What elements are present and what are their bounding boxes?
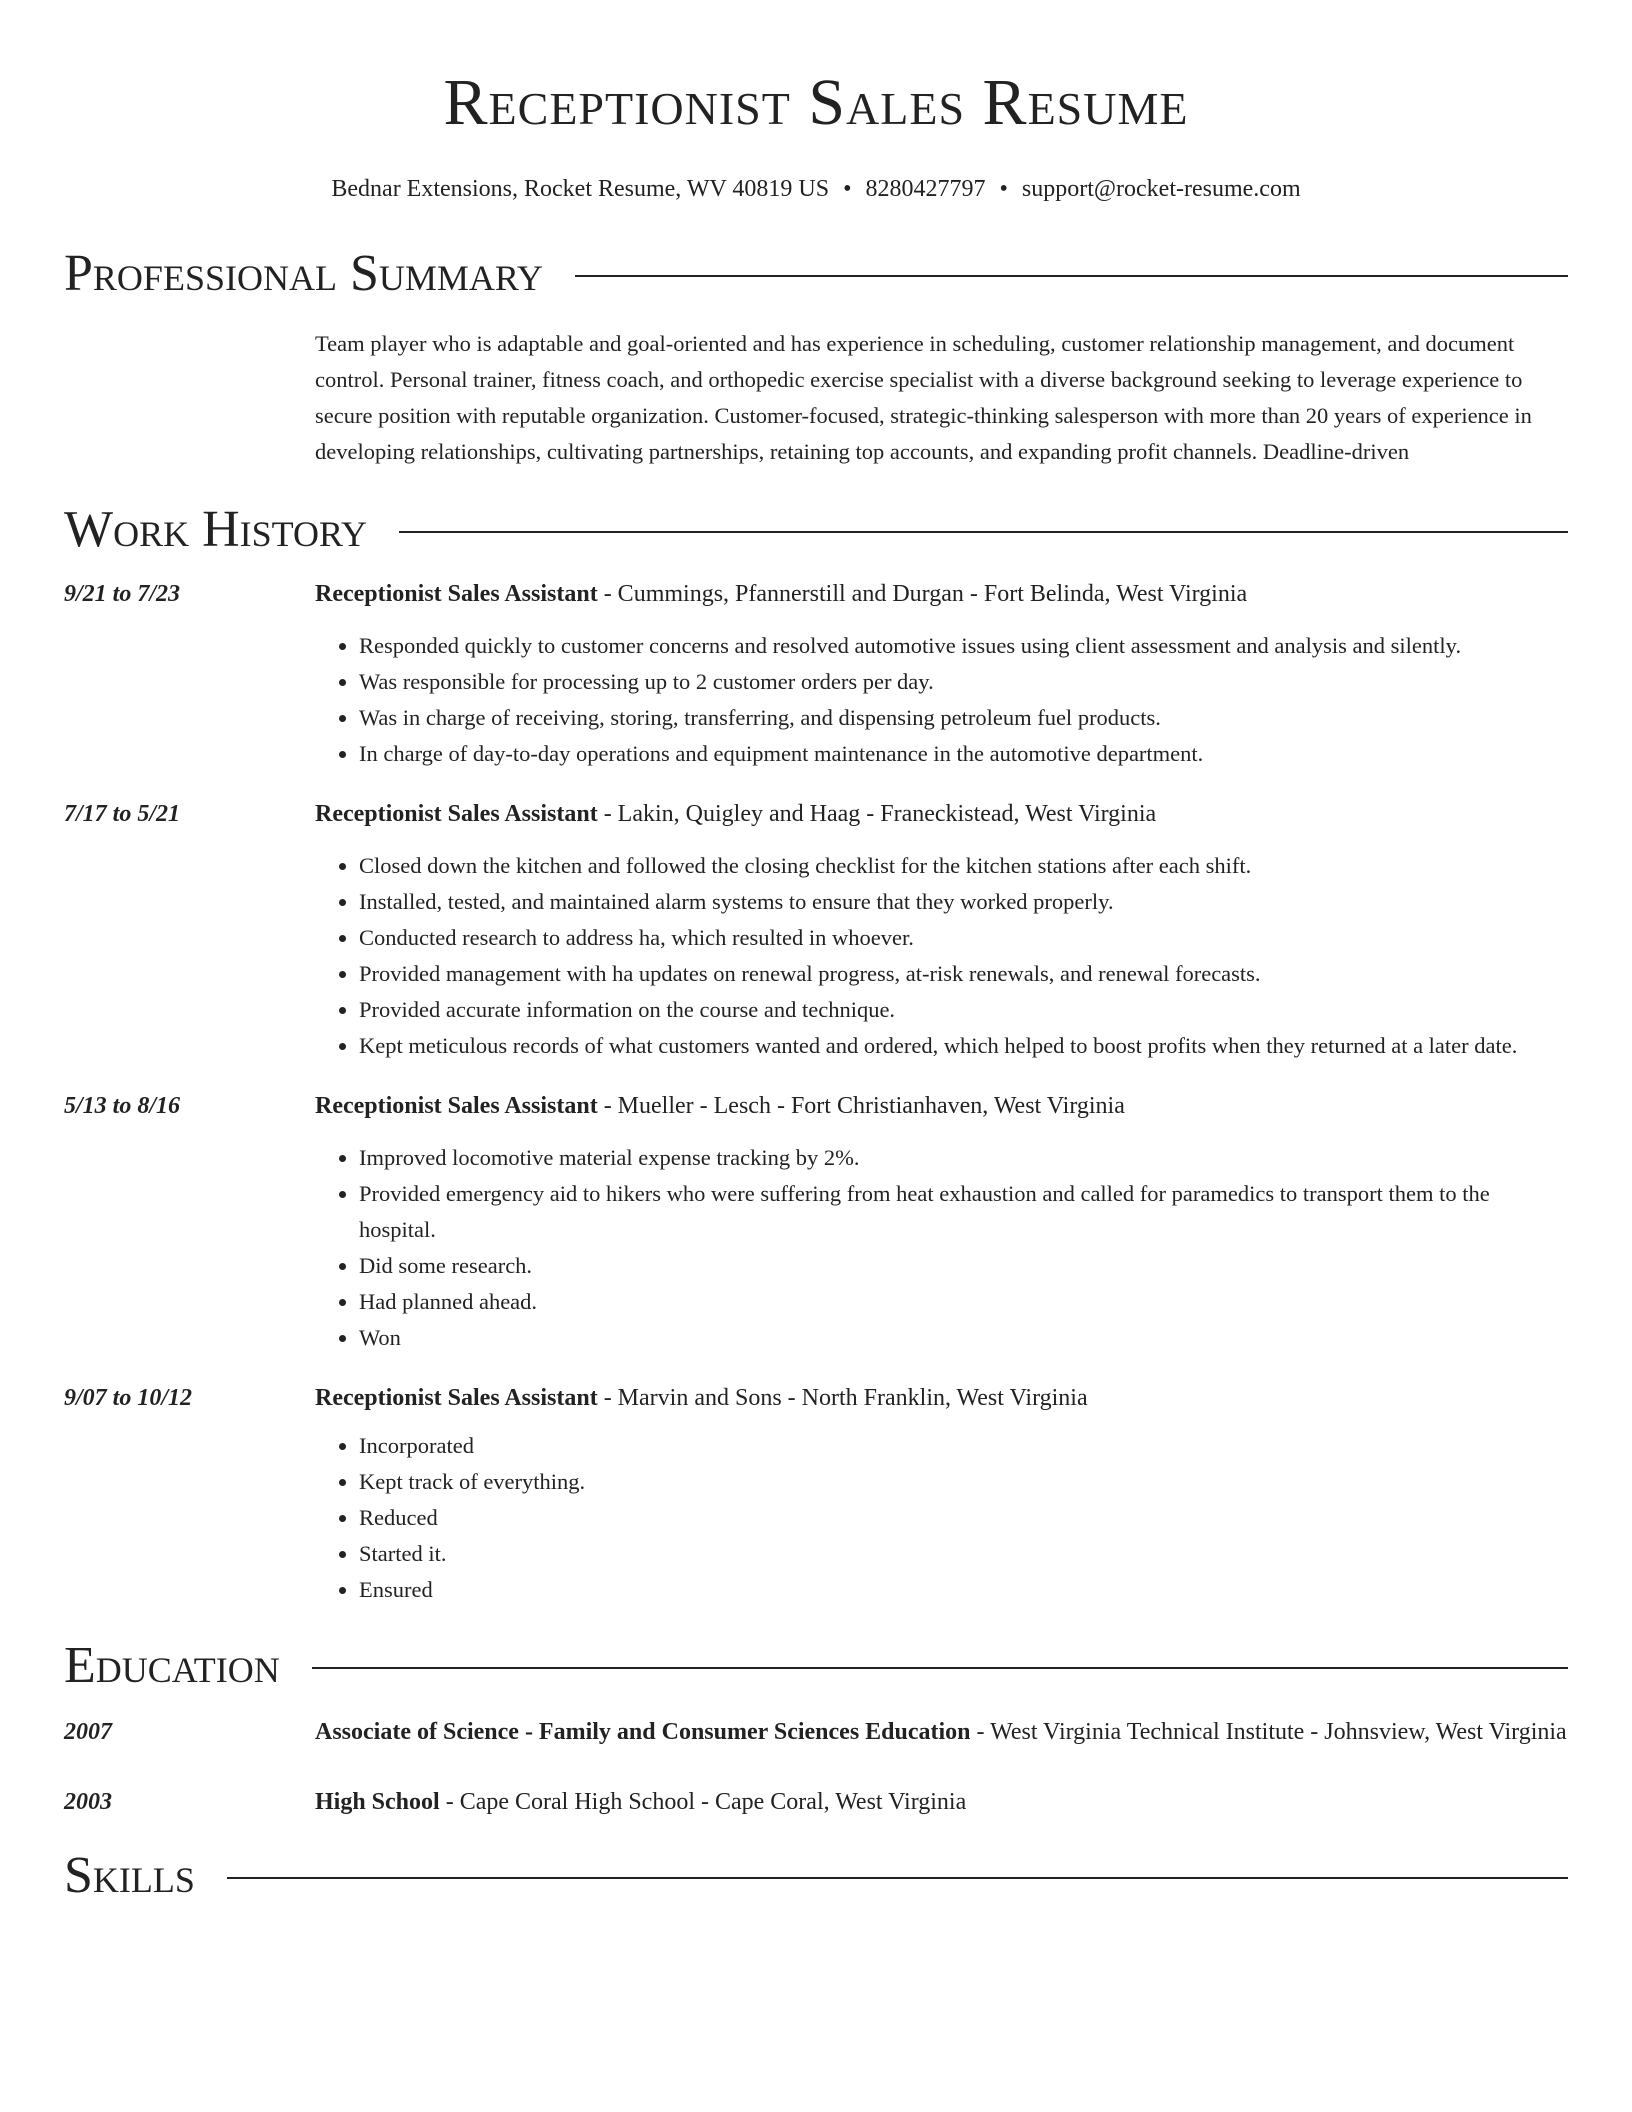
job-bullet: • Had planned ahead. (359, 1284, 1568, 1320)
summary-heading: Professional Summary (64, 245, 543, 302)
job-bullet: • Improved locomotive material expense tracking by 2%. (359, 1140, 1568, 1176)
job-bullet: • Responded quickly to customer concerns and resolved automotive issues using client assessment and analysis and silently. (359, 628, 1568, 664)
education-school: - West Virginia Technical Institute - Johnsview, West Virginia (970, 1719, 1567, 1745)
job-bullet: • Started it. (359, 1536, 1568, 1572)
job-title: Receptionist Sales Assistant (315, 581, 598, 607)
job-body (315, 1088, 1568, 1356)
job-bullet: • Kept meticulous records of what customers wanted and ordered, which helped to boost profits when they returned at a later date. (359, 1028, 1568, 1064)
job-dates: 5/13 to 8/16 (64, 1093, 181, 1119)
job-bullet: • Installed, tested, and maintained alarm systems to ensure that they worked properly. (359, 884, 1568, 920)
job-heading (315, 1088, 1568, 1124)
education-year: 2003 (64, 1789, 112, 1815)
job-body (315, 576, 1568, 772)
section-divider (312, 1667, 1568, 1669)
job-bullet: • Provided emergency aid to hikers who were suffering from heat exhaustion and called for paramedics to transport them to the hospital. (359, 1176, 1568, 1248)
education-school: - Cape Coral High School - Cape Coral, West Virginia (439, 1789, 967, 1815)
job-bullet: • Closed down the kitchen and followed the closing checklist for the kitchen stations after each shift. (359, 848, 1568, 884)
section-divider (399, 531, 1568, 533)
education-heading-line (315, 1784, 1568, 1820)
resume-title: Receptionist Sales Resume (443, 66, 1189, 139)
education-list (64, 1714, 1568, 1820)
section-divider (227, 1877, 1568, 1879)
contact-line (64, 172, 1568, 206)
education-body (315, 1784, 1568, 1820)
job-heading (315, 1380, 1568, 1416)
job-employer: - Marvin and Sons - North Franklin, West Virginia (597, 1385, 1088, 1411)
job-dates: 9/07 to 10/12 (64, 1385, 193, 1411)
job-entry (64, 1380, 1568, 1608)
summary-section-header (64, 240, 1568, 308)
resume-page (64, 0, 1568, 1910)
job-entry (64, 796, 1568, 1064)
job-heading (315, 576, 1568, 612)
education-section-header (64, 1632, 1568, 1700)
job-bullet: • Kept track of everything. (359, 1464, 1568, 1500)
job-bullet: • Provided management with ha updates on renewal progress, at-risk renewals, and renewal forecasts. (359, 956, 1568, 992)
job-title: Receptionist Sales Assistant (315, 1093, 598, 1119)
job-title: Receptionist Sales Assistant (315, 801, 598, 827)
contact-address: Bednar Extensions, Rocket Resume, WV 40819 US (331, 176, 830, 202)
job-body (315, 796, 1568, 1064)
contact-separator: • (999, 176, 1008, 202)
education-body (315, 1714, 1568, 1750)
job-bullet: • Was in charge of receiving, storing, transferring, and dispensing petroleum fuel products. (359, 700, 1568, 736)
job-dates: 7/17 to 5/21 (64, 801, 181, 827)
job-bullet: • Incorporated (359, 1428, 1568, 1464)
job-body (315, 1380, 1568, 1608)
education-heading: Education (64, 1637, 280, 1694)
job-bullet: • Conducted research to address ha, which resulted in whoever. (359, 920, 1568, 956)
skills-heading: Skills (64, 1847, 195, 1904)
education-entry (64, 1784, 1568, 1820)
job-entry (64, 1088, 1568, 1356)
job-bullets (315, 848, 1568, 1064)
contact-separator: • (843, 176, 852, 202)
job-heading (315, 796, 1568, 832)
contact-email: support@rocket-resume.com (1021, 176, 1301, 202)
education-degree: Associate of Science - Family and Consumer Sciences Education (315, 1719, 971, 1745)
education-year: 2007 (64, 1719, 112, 1745)
job-bullet: • Did some research. (359, 1248, 1568, 1284)
job-bullet: • In charge of day-to-day operations and equipment maintenance in the automotive department. (359, 736, 1568, 772)
section-divider (575, 275, 1568, 277)
job-bullets (315, 628, 1568, 772)
work-history-list (64, 576, 1568, 1608)
work-section-header (64, 496, 1568, 564)
summary-text: Team player who is adaptable and goal-oriented and has experience in scheduling, customer relationship management, and document control. Personal trainer, fitness coach, and orthopedic exercise specialist with a diverse background seeking to leverage experience to secure position with reputable organization. Customer-focused, strategic-thinking salesperson with more than 20 years of experience in developing relationships, cultivating partnerships, retaining top accounts, and expanding profit channels. Deadline-driven (315, 331, 1532, 464)
job-bullets (315, 1140, 1568, 1356)
job-bullet: • Was responsible for processing up to 2 customer orders per day. (359, 664, 1568, 700)
job-employer: - Mueller - Lesch - Fort Christianhaven, West Virginia (597, 1093, 1125, 1119)
job-bullet: • Reduced (359, 1500, 1568, 1536)
skills-section-header (64, 1842, 1568, 1910)
education-entry (64, 1714, 1568, 1750)
job-title: Receptionist Sales Assistant (315, 1385, 598, 1411)
job-bullets (315, 1428, 1568, 1608)
contact-phone: 8280427797 (865, 176, 986, 202)
education-heading-line (315, 1714, 1568, 1750)
job-bullet: • Provided accurate information on the course and technique. (359, 992, 1568, 1028)
job-bullet: • Won (359, 1320, 1568, 1356)
job-dates: 9/21 to 7/23 (64, 581, 181, 607)
education-degree: High School (315, 1789, 440, 1815)
job-entry (64, 576, 1568, 772)
work-heading: Work History (64, 501, 368, 558)
job-bullet: • Ensured (359, 1572, 1568, 1608)
job-employer: - Cummings, Pfannerstill and Durgan - Fort Belinda, West Virginia (597, 581, 1248, 607)
job-employer: - Lakin, Quigley and Haag - Franeckistead, West Virginia (597, 801, 1157, 827)
